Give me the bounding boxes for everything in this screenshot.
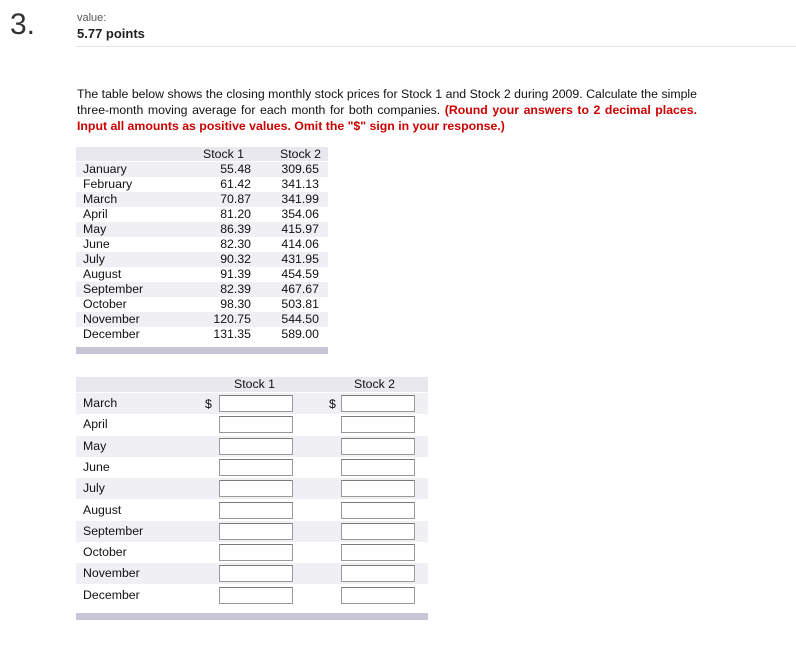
answer-row-month: November <box>83 566 140 580</box>
answer-header-stock1: Stock 1 <box>234 377 276 391</box>
stock2-dollar-sign: $ <box>329 397 336 411</box>
answer-row-month: March <box>83 396 118 410</box>
answer-row-month: December <box>83 588 140 602</box>
stock1-dollar-sign: $ <box>205 397 212 411</box>
answer-row-month: May <box>83 439 107 453</box>
stock2-moving-average-input[interactable] <box>341 587 415 604</box>
stock1-moving-average-input[interactable] <box>219 587 293 604</box>
price-row-stock2: 589.00 <box>281 327 319 341</box>
stock1-moving-average-input[interactable] <box>219 480 293 497</box>
question-number: 3. <box>10 8 36 41</box>
price-row-stock1: 82.30 <box>220 237 251 251</box>
price-row-stock1: 120.75 <box>213 312 251 326</box>
price-row-stock2: 415.97 <box>281 222 319 236</box>
stock2-moving-average-input[interactable] <box>341 416 415 433</box>
price-row-stock1: 86.39 <box>220 222 251 236</box>
price-row-stock2: 354.06 <box>281 207 319 221</box>
stock1-moving-average-input[interactable] <box>219 395 293 412</box>
price-row-stock2: 431.95 <box>281 252 319 266</box>
price-row-stock2: 341.99 <box>281 192 319 206</box>
stock1-moving-average-input[interactable] <box>219 416 293 433</box>
price-row-month: June <box>83 237 110 251</box>
question-prompt <box>77 86 697 134</box>
answer-row-month: August <box>83 503 122 517</box>
value-label: value: <box>77 12 107 24</box>
price-row-stock2: 414.06 <box>281 237 319 251</box>
price-header-stock1: Stock 1 <box>203 147 245 161</box>
price-row-stock2: 341.13 <box>281 177 319 191</box>
stock1-moving-average-input[interactable] <box>219 459 293 476</box>
price-row-month: May <box>83 222 107 236</box>
answer-row-month: September <box>83 524 144 538</box>
price-row-month: March <box>83 192 118 206</box>
price-row-stock1: 81.20 <box>220 207 251 221</box>
stock2-moving-average-input[interactable] <box>341 544 415 561</box>
price-row-stock1: 70.87 <box>220 192 251 206</box>
price-row-month: December <box>83 327 140 341</box>
answer-header-stock2: Stock 2 <box>354 377 396 391</box>
price-row-month: February <box>83 177 133 191</box>
header-divider <box>76 46 796 47</box>
prompt-text: The table below shows the closing monthly stock prices for Stock 1 and Stock 2 during 2009. Calculate the simple three-month moving average for each month for both companies. <box>77 87 697 117</box>
price-table-footer <box>76 347 328 354</box>
stock1-moving-average-input[interactable] <box>219 565 293 582</box>
answer-row-month: October <box>83 545 127 559</box>
price-row-stock1: 82.39 <box>220 282 251 296</box>
price-row-month: November <box>83 312 140 326</box>
price-row-stock1: 55.48 <box>220 162 251 176</box>
answer-row-month: July <box>83 481 105 495</box>
price-row-month: October <box>83 297 127 311</box>
price-row-stock2: 503.81 <box>281 297 319 311</box>
price-row-month: August <box>83 267 122 281</box>
stock1-moving-average-input[interactable] <box>219 544 293 561</box>
stock2-moving-average-input[interactable] <box>341 459 415 476</box>
price-row-stock2: 454.59 <box>281 267 319 281</box>
stock2-moving-average-input[interactable] <box>341 395 415 412</box>
prompt-instruction: (Round your answers to 2 decimal places. Input all amounts as positive values. Omit the "$" sign in your response.) <box>77 103 697 133</box>
stock2-moving-average-input[interactable] <box>341 565 415 582</box>
price-row-month: April <box>83 207 108 221</box>
price-row-stock1: 61.42 <box>220 177 251 191</box>
price-row-stock1: 91.39 <box>220 267 251 281</box>
answer-row-month: June <box>83 460 110 474</box>
stock1-moving-average-input[interactable] <box>219 502 293 519</box>
price-row-month: September <box>83 282 144 296</box>
stock2-moving-average-input[interactable] <box>341 480 415 497</box>
answer-table-footer <box>76 613 428 620</box>
points-value: 5.77 points <box>77 26 145 41</box>
stock1-moving-average-input[interactable] <box>219 523 293 540</box>
price-row-stock1: 90.32 <box>220 252 251 266</box>
stock1-moving-average-input[interactable] <box>219 438 293 455</box>
price-row-stock1: 131.35 <box>213 327 251 341</box>
stock2-moving-average-input[interactable] <box>341 523 415 540</box>
price-row-stock2: 309.65 <box>281 162 319 176</box>
stock2-moving-average-input[interactable] <box>341 438 415 455</box>
price-row-month: July <box>83 252 105 266</box>
price-row-stock2: 467.67 <box>281 282 319 296</box>
answer-row-month: April <box>83 417 108 431</box>
price-row-stock2: 544.50 <box>281 312 319 326</box>
price-row-stock1: 98.30 <box>220 297 251 311</box>
price-row-month: January <box>83 162 127 176</box>
stock2-moving-average-input[interactable] <box>341 502 415 519</box>
price-header-stock2: Stock 2 <box>280 147 322 161</box>
